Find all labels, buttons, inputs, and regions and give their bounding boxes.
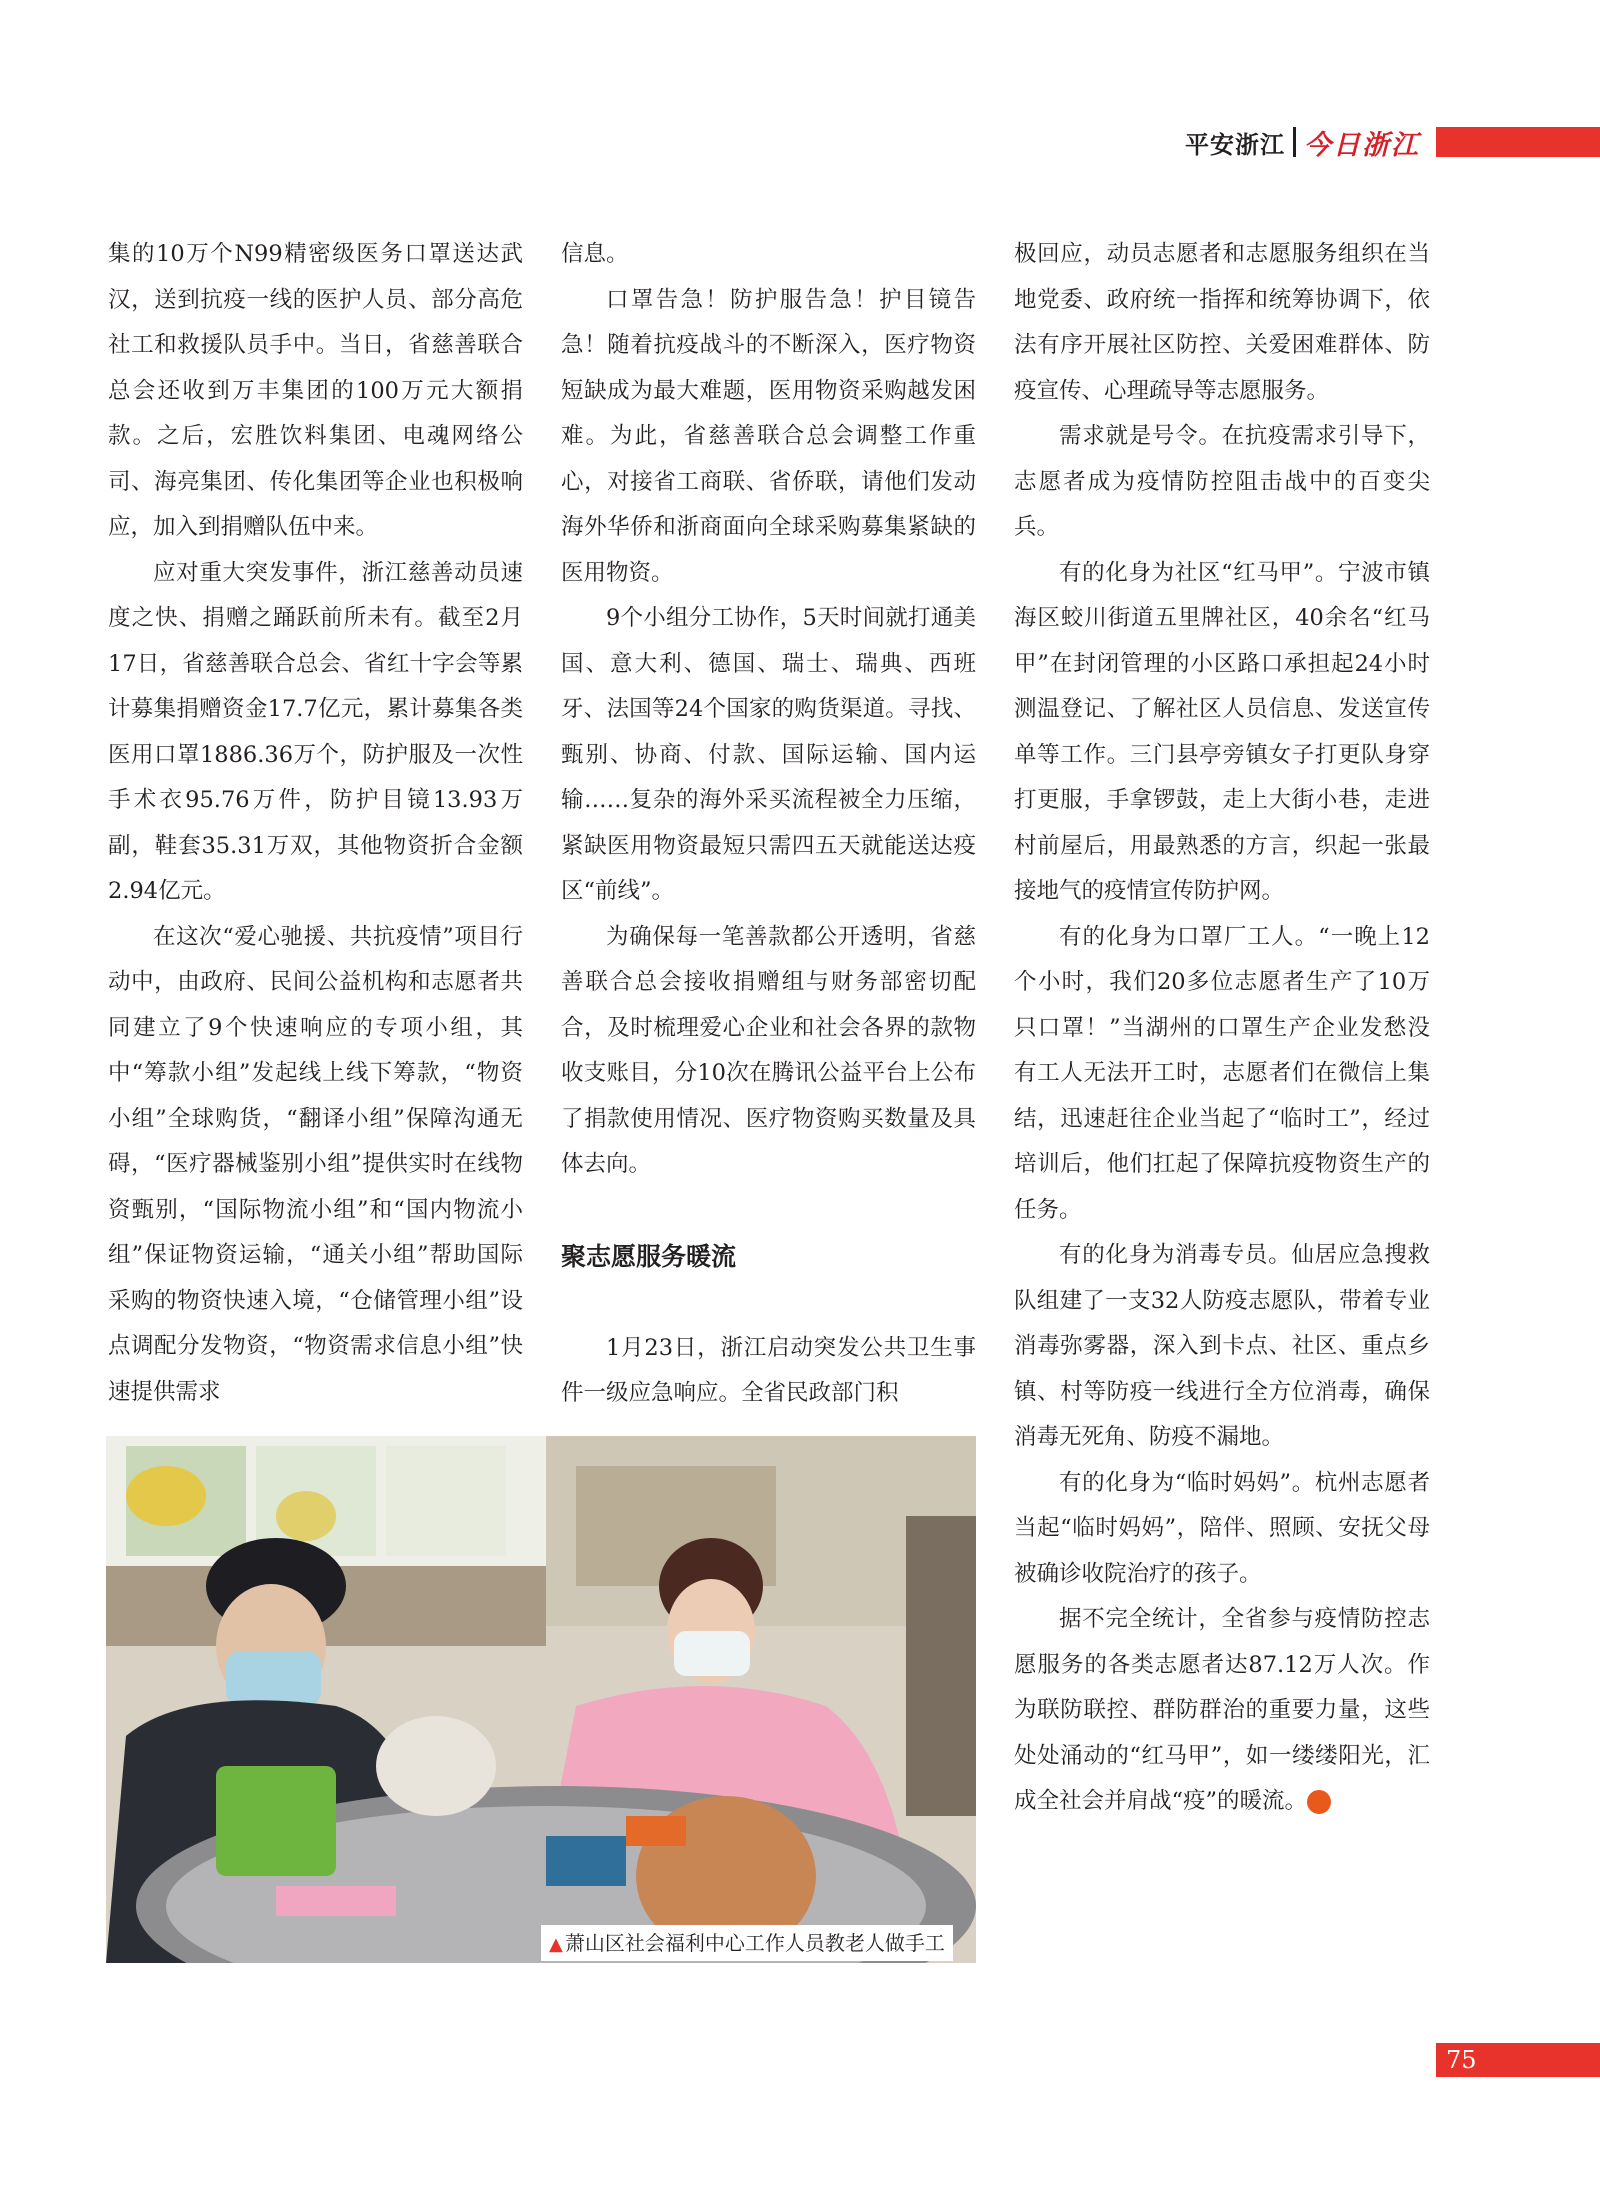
header-divider [1293,127,1296,157]
paragraph: 1月23日，浙江启动突发公共卫生事件一级应急响应。全省民政部门积 [561,1334,976,1406]
paragraph [1014,1597,1430,1825]
page-header [1185,120,1420,164]
triangle-marker-icon: ▲ [549,1934,563,1955]
paragraph: 有的化身为“临时妈妈”。杭州志愿者当起“临时妈妈”，陪伴、照顾、安抚父母被确诊收院治疗的孩子。 [1014,1469,1430,1587]
photo-illustration [106,1436,976,1963]
paragraph: 口罩告急！防护服告急！护目镜告急！随着抗疫战斗的不断深入，医疗物资短缺成为最大难题，医用物资采购越发困难。为此，省慈善联合总会调整工作重心，对接省工商联、省侨联，请他们发动海外华侨和浙商面向全球采购募集紧缺的医用物资。 [561,286,976,586]
paragraph: 需求就是号令。在抗疫需求引导下，志愿者成为疫情防控阻击战中的百变尖兵。 [1014,423,1430,540]
paragraph: 在这次“爱心驰援、共抗疫情”项目行动中，由政府、民间公益机构和志愿者共同建立了9个快速响应的专项小组，其中“筹款小组”发起线上线下筹款，“物资小组”全球购货，“翻译小组”保障沟通无碍，“医疗器械鉴别小组”提供实时在线物资甄别，“国际物流小组”和“国内物流小组”保证物资运输，“通关小组”帮助国际采购的物资快速入境，“仓储管理小组”设点调配分发物资，“物资需求信息小组”快速提供需求 [108,923,523,1405]
header-red-bar [1436,127,1600,157]
text-column-2 [561,232,976,1417]
text-column-3 [1014,232,1430,1825]
section-title: 平安浙江 [1185,130,1285,159]
caption-text: 萧山区社会福利中心工作人员教老人做手工 [564,1931,945,1955]
page-number: 75 [1446,2046,1477,2074]
article-photo [106,1436,976,1963]
paragraph: 应对重大突发事件，浙江慈善动员速度之快、捐赠之踊跃前所未有。截至2月17日，省慈善联合总会、省红十字会等累计募集捐赠资金17.7亿元，累计募集各类医用口罩1886.36万个，防护服及一次性手术衣95.76万件，防护目镜13.93万副，鞋套35.31万双，其他物资折合金额2.94亿元。 [108,559,523,904]
section-heading: 聚志愿服务暖流 [561,1241,737,1271]
article-end-icon: 今 [1307,1790,1331,1814]
photo-caption [541,1925,953,1961]
paragraph: 9个小组分工协作，5天时间就打通美国、意大利、德国、瑞士、瑞典、西班牙、法国等24个国家的购货渠道。寻找、甄别、协商、付款、国际运输、国内运输……复杂的海外采买流程被全力压缩，紧缺医用物资最短只需四五天就能送达疫区“前线”。 [561,605,976,904]
paragraph: 信息。 [561,241,629,267]
paragraph: 有的化身为社区“红马甲”。宁波市镇海区蛟川街道五里牌社区，40余名“红马甲”在封闭管理的小区路口承担起24小时测温登记、了解社区人员信息、发送宣传单等工作。三门县亭旁镇女子打更队身穿打更服，手拿锣鼓，走上大街小巷，走进村前屋后，用最熟悉的方言，织起一张最接地气的疫情宣传防护网。 [1014,559,1430,904]
paragraph: 有的化身为消毒专员。仙居应急搜救队组建了一支32人防疫志愿队，带着专业消毒弥雾器，深入到卡点、社区、重点乡镇、村等防疫一线进行全方位消毒，确保消毒无死角、防疫不漏地。 [1014,1242,1430,1450]
paragraph-text: 据不完全统计，全省参与疫情防控志愿服务的各类志愿者达87.12万人次。作为联防联控、群防群治的重要力量，这些处处涌动的“红马甲”，如一缕缕阳光，汇成全社会并肩战“疫”的暖流。 [1014,1606,1430,1814]
paragraph: 集的10万个N99精密级医务口罩送达武汉，送到抗疫一线的医护人员、部分高危社工和救援队员手中。当日，省慈善联合总会还收到万丰集团的100万元大额捐款。之后，宏胜饮料集团、电魂网络公司、海亮集团、传化集团等企业也积极响应，加入到捐赠队伍中来。 [108,241,523,540]
text-column-1 [108,232,523,1415]
magazine-logo: 今日浙江 [1304,129,1420,161]
paragraph: 为确保每一笔善款都公开透明，省慈善联合总会接收捐赠组与财务部密切配合，及时梳理爱心企业和社会各界的款物收支账目，分10次在腾讯公益平台上公布了捐款使用情况、医疗物资购买数量及具体去向。 [561,923,976,1177]
paragraph: 极回应，动员志愿者和志愿服务组织在当地党委、政府统一指挥和统筹协调下，依法有序开展社区防控、关爱困难群体、防疫宣传、心理疏导等志愿服务。 [1014,241,1430,404]
paragraph: 有的化身为口罩厂工人。“一晚上12个小时，我们20多位志愿者生产了10万只口罩！”当湖州的口罩生产企业发愁没有工人无法开工时，志愿者们在微信上集结，迅速赶往企业当起了“临时工”，经过培训后，他们扛起了保障抗疫物资生产的任务。 [1014,923,1430,1223]
